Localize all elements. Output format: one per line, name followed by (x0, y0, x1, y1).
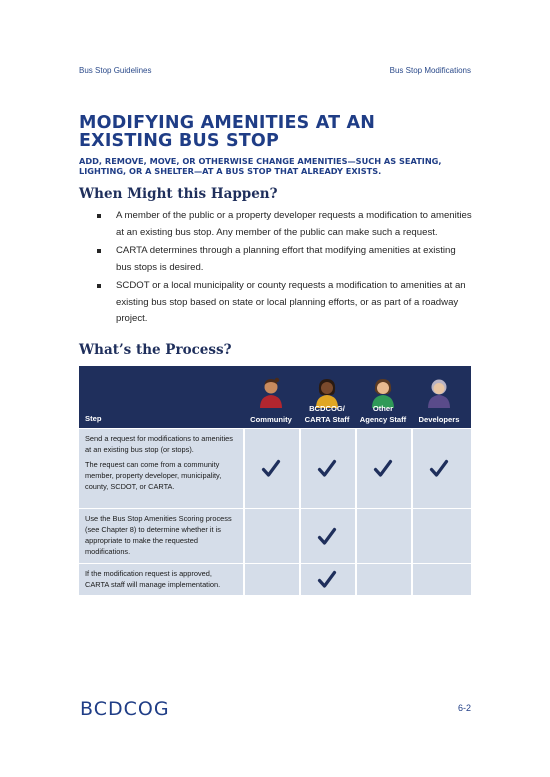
table-header (79, 366, 471, 428)
column-header-agency: Other Agency Staff (359, 404, 407, 424)
step-column-header: Step (85, 414, 102, 423)
bullet-square-icon (97, 284, 101, 288)
table-row (79, 428, 471, 508)
step-cell: Send a request for modifications to amenities at an existing bus stop (or stops). The request can come from a community member, property developer, municipality, county, SCDOT, or CARTA. (85, 434, 233, 491)
checkmark-icon (373, 459, 393, 479)
page-title-line-1: MODIFYING AMENITIES AT AN (79, 113, 376, 133)
checkmark-icon (261, 459, 281, 479)
page-subtitle: ADD, REMOVE, MOVE, OR OTHERWISE CHANGE AMENITIES—SUCH AS SEATING, LIGHTING, OR A SHELTER—AT A BUS STOP THAT ALREADY EXISTS. (79, 156, 442, 176)
column-divider (355, 564, 357, 595)
table-row (79, 563, 471, 595)
column-divider (243, 564, 245, 595)
bullet-square-icon (97, 214, 101, 218)
bullet-square-icon (97, 249, 101, 253)
column-header-community: Community (250, 415, 292, 424)
column-divider (411, 564, 413, 595)
section-heading-process: What’s the Process? (79, 342, 232, 358)
community-person-icon (257, 376, 285, 408)
table-row (79, 508, 471, 563)
list-item: CARTA determines through a planning effort that modifying amenities at existing bus stops is desired. (97, 243, 472, 276)
bcdcog-logo: BCDCOG (80, 698, 170, 720)
page-title-line-2: EXISTING BUS STOP (79, 131, 280, 151)
developer-person-icon (425, 376, 453, 408)
checkmark-icon (317, 570, 337, 590)
header-section-title: Bus Stop Modifications (389, 66, 471, 75)
column-divider (299, 509, 301, 563)
column-divider (355, 509, 357, 563)
column-divider (411, 429, 413, 508)
when-bullet-list (97, 208, 472, 330)
column-divider (299, 564, 301, 595)
column-divider (243, 509, 245, 563)
list-item: SCDOT or a local municipality or county requests a modification to amenities at an existing bus stop based on state or local planning efforts, or as part of a roadway project. (97, 278, 472, 328)
column-divider (243, 429, 245, 508)
section-heading-when: When Might this Happen? (79, 186, 278, 202)
page-number: 6-2 (457, 703, 471, 713)
list-item: A member of the public or a property developer requests a modification to amenities at an existing bus stop. Any member of the public can make such a request. (97, 208, 472, 241)
column-divider (299, 429, 301, 508)
page-title (79, 114, 479, 150)
column-divider (355, 429, 357, 508)
column-header-developers: Developers (418, 415, 460, 424)
column-divider (411, 509, 413, 563)
step-cell: Use the Bus Stop Amenities Scoring process (see Chapter 8) to determine whether it is appropriate to make the requested modifications. (85, 514, 232, 556)
step-cell: If the modification request is approved, CARTA staff will manage implementation. (85, 569, 221, 589)
page-header (79, 66, 471, 78)
column-header-staff: BCDCOG/ CARTA Staff (304, 404, 350, 424)
checkmark-icon (317, 459, 337, 479)
process-table (79, 366, 471, 595)
checkmark-icon (317, 527, 337, 547)
header-doc-title: Bus Stop Guidelines (79, 66, 152, 75)
checkmark-icon (429, 459, 449, 479)
